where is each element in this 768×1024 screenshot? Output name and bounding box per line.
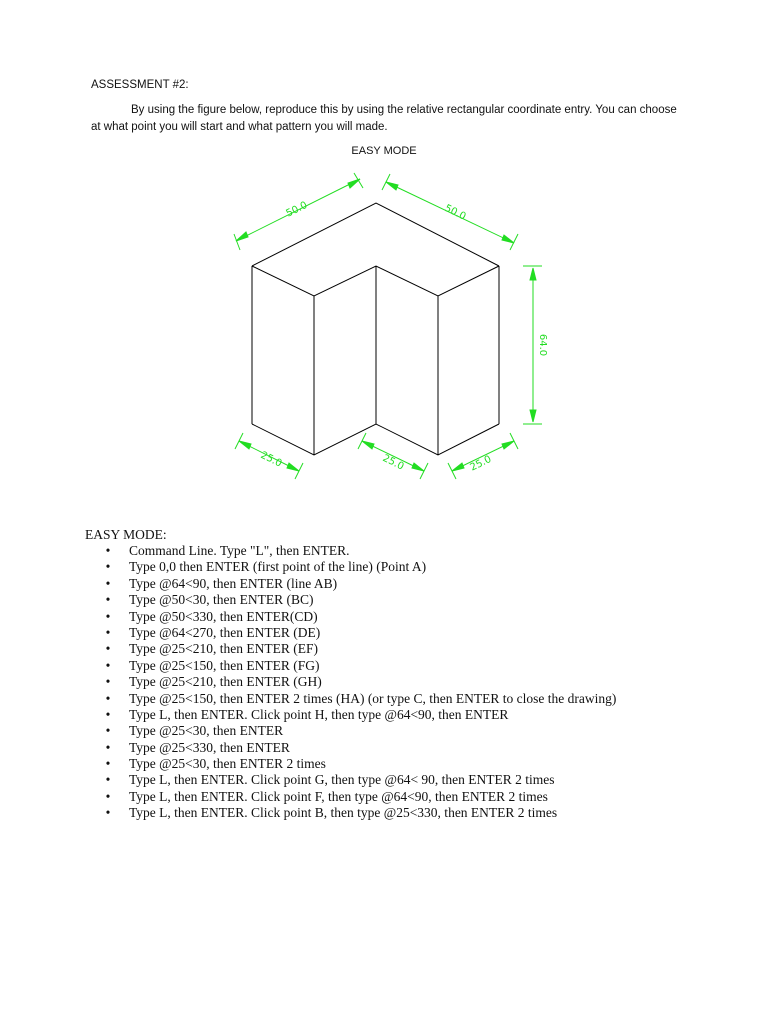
steps-title: EASY MODE: (85, 527, 167, 542)
dim-bottom-right-label: 25.0 (468, 453, 494, 474)
dim-bottom-left-arrow-a (239, 441, 251, 449)
bullet-icon: • (105, 624, 111, 640)
step-text: Type @25<210, then ENTER (GH) (129, 674, 322, 690)
bullet-icon: • (105, 739, 111, 755)
assessment-instructions: By using the figure below, reproduce this by using the relative rectangular coordinate entry. You can choose at what point you will start and what pattern you will made. (91, 104, 677, 133)
list-item (104, 805, 616, 821)
dim-bottom-left-arrow-b (287, 463, 299, 471)
list-item (104, 641, 616, 657)
dim-top-left-ext-a (234, 234, 240, 250)
bullet-icon: • (105, 559, 111, 575)
dim-bottom-right-arrow-a (452, 463, 464, 471)
bullet-icon: • (105, 723, 111, 739)
dimension-lines (234, 173, 548, 479)
isometric-l-block-figure (220, 170, 550, 490)
step-text: Type L, then ENTER. Click point H, then type @64<90, then ENTER (129, 706, 509, 722)
dim-bottom-right-arrow-b (502, 441, 514, 449)
step-text: Type @64<270, then ENTER (DE) (129, 624, 321, 640)
list-item (104, 740, 616, 756)
step-text: Type @25<30, then ENTER (129, 723, 284, 739)
dim-top-left-arrow-b (348, 179, 360, 188)
step-text: Type @50<330, then ENTER(CD) (129, 608, 318, 624)
step-text: Type @25<150, then ENTER 2 times (HA) (or type C, then ENTER to close the drawing) (129, 690, 617, 706)
dim-height-label: 64.0 (537, 333, 548, 357)
list-item (104, 609, 616, 625)
step-text: Type 0,0 then ENTER (first point of the line) (Point A) (129, 559, 427, 575)
step-text: Type @25<210, then ENTER (EF) (129, 641, 318, 657)
dim-bottom-middle-arrow-b (412, 463, 424, 471)
bullet-icon: • (105, 641, 111, 657)
bullet-icon: • (105, 690, 111, 706)
list-item (104, 674, 616, 690)
step-text: Type @50<30, then ENTER (BC) (129, 592, 314, 608)
dim-bottom-middle-arrow-a (362, 441, 374, 449)
list-item (104, 772, 616, 788)
step-text: Type @25<150, then ENTER (FG) (129, 657, 320, 673)
list-item (104, 592, 616, 608)
step-text: Type L, then ENTER. Click point B, then type @25<330, then ENTER 2 times (129, 805, 558, 821)
dim-top-right-arrow-a (386, 182, 398, 190)
bullet-icon: • (105, 674, 111, 690)
step-text: Type L, then ENTER. Click point G, then type @64< 90, then ENTER 2 times (129, 772, 555, 788)
step-text: Type @64<90, then ENTER (line AB) (129, 575, 338, 591)
bullet-icon: • (105, 575, 111, 591)
bullet-icon: • (105, 592, 111, 608)
dim-top-left-label: 50.0 (284, 199, 310, 220)
list-item (104, 559, 616, 575)
bullet-icon: • (105, 543, 111, 558)
dim-height-arrow-a (530, 268, 536, 280)
dim-top-right-arrow-b (502, 235, 514, 243)
step-text: Type @25<30, then ENTER 2 times (129, 756, 326, 772)
bullet-icon: • (105, 756, 111, 772)
step-text: Type @25<330, then ENTER (129, 739, 290, 755)
bullet-icon: • (105, 772, 111, 788)
list-item (104, 576, 616, 592)
dim-top-right-label: 50.0 (442, 202, 468, 223)
bullet-icon: • (105, 805, 111, 821)
bullet-icon: • (105, 657, 111, 673)
list-item (104, 543, 616, 559)
dim-top-left-arrow-a (236, 232, 248, 241)
list-item (104, 658, 616, 674)
step-text: Command Line. Type "L", then ENTER. (129, 543, 350, 558)
assessment-heading: ASSESSMENT #2: (91, 79, 189, 91)
list-item (104, 707, 616, 723)
dim-bottom-middle-label: 25.0 (380, 452, 406, 473)
list-item (104, 789, 616, 805)
list-item (104, 723, 616, 739)
step-text: Type L, then ENTER. Click point F, then type @64<90, then ENTER 2 times (129, 788, 548, 804)
steps-list (104, 543, 616, 822)
figure-caption: EASY MODE (351, 145, 417, 157)
dim-bottom-left-label: 25.0 (258, 449, 284, 470)
bullet-icon: • (105, 706, 111, 722)
bullet-icon: • (105, 608, 111, 624)
list-item (104, 756, 616, 772)
list-item (104, 691, 616, 707)
bullet-icon: • (105, 788, 111, 804)
outline-bottom-edge (252, 424, 499, 455)
object-outline (252, 203, 499, 455)
list-item (104, 625, 616, 641)
dim-height-arrow-b (530, 410, 536, 422)
